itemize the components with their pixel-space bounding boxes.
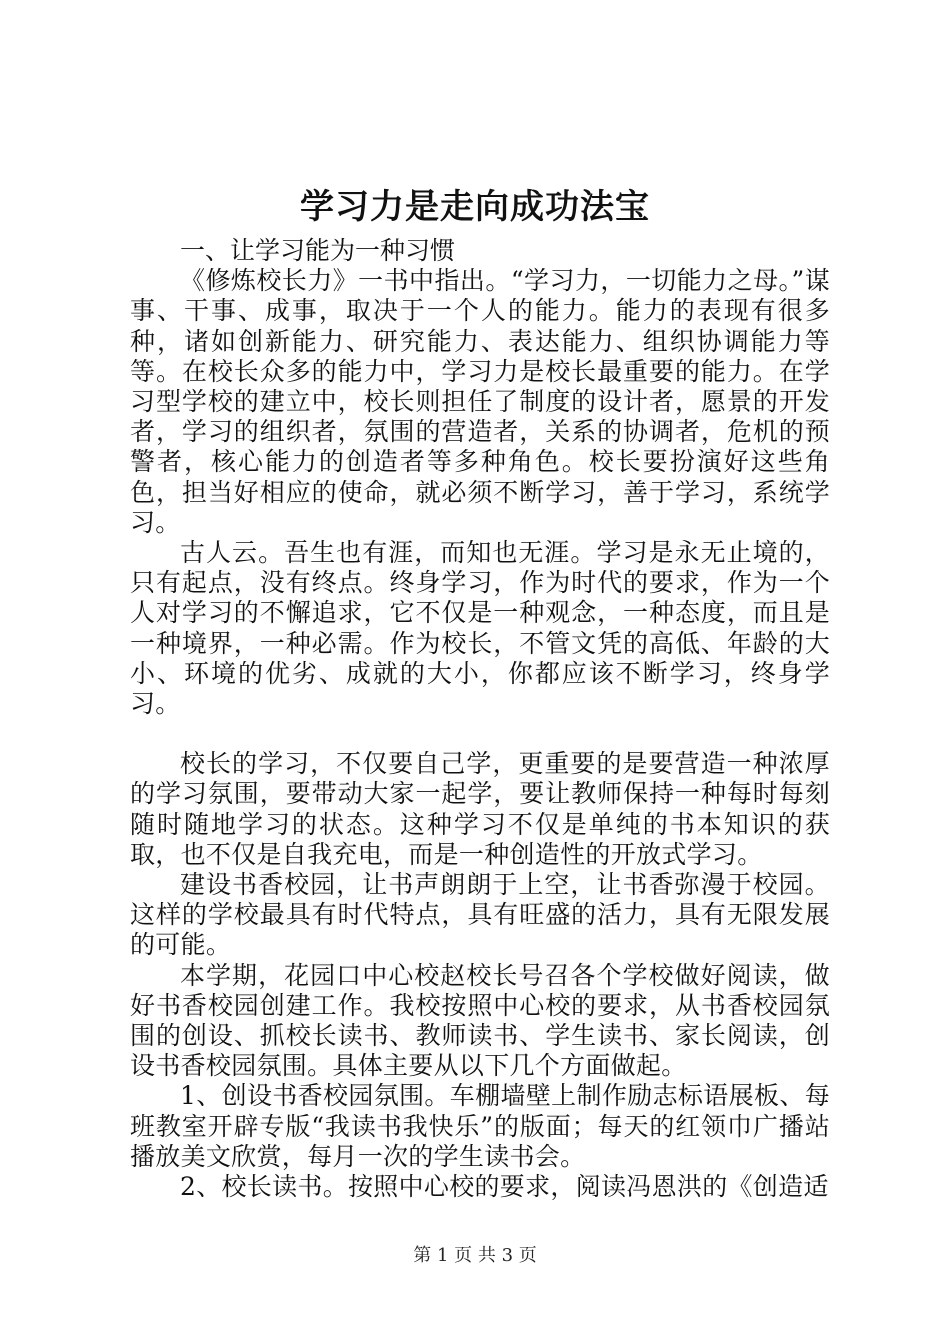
paragraph: 1、创设书香校园氛围。车棚墙壁上制作励志标语展板、每班教室开辟专版“我读书我快乐”的版面；每天的红领巾广播站播放美文欣赏，每月一次的学生读书会。: [130, 1081, 830, 1171]
paragraph: 校长的学习，不仅要自己学，更重要的是要营造一种浓厚的学习氛围，要带动大家一起学，要让教师保持一种每时每刻随时随地学习的状态。这种学习不仅是单纯的书本知识的获取，也不仅是自我充电，而是一种创造性的开放式学习。: [130, 749, 830, 869]
document-body: [130, 236, 830, 1202]
document-title: 学习力是走向成功法宝: [300, 187, 650, 227]
page-footer: 第 1 页 共 3 页: [413, 1245, 537, 1266]
paragraph: 古人云。吾生也有涯，而知也无涯。学习是永无止境的，只有起点，没有终点。终身学习，作为时代的要求，作为一个人对学习的不懈追求，它不仅是一种观念，一种态度，而且是一种境界，一种必需。作为校长，不管文凭的高低、年龄的大小、环境的优劣、成就的大小，你都应该不断学习，终身学习。: [130, 538, 830, 719]
paragraph: 2、校长读书。按照中心校的要求，阅读冯恩洪的《创造适: [180, 1172, 829, 1202]
paragraph: 《修炼校长力》一书中指出。“学习力，一切能力之母。”谋事、干事、成事，取决于一个人的能力。能力的表现有很多种，诸如创新能力、研究能力、表达能力、组织协调能力等等。在校长众多的能力中，学习力是校长最重要的能力。在学习型学校的建立中，校长则担任了制度的设计者，愿景的开发者，学习的组织者，氛围的营造者，关系的协调者，危机的预警者，核心能力的创造者等多种角色。校长要扮演好这些角色，担当好相应的使命，就必须不断学习，善于学习，系统学习。: [130, 266, 830, 537]
paragraph: 本学期，花园口中心校赵校长号召各个学校做好阅读，做好书香校园创建工作。我校按照中心校的要求，从书香校园氛围的创设、抓校长读书、教师读书、学生读书、家长阅读，创设书香校园氛围。具体主要从以下几个方面做起。: [130, 960, 830, 1081]
paragraph-gap: [130, 719, 830, 749]
section-heading: 一、让学习能为一种习惯: [180, 236, 456, 265]
paragraph: 建设书香校园，让书声朗朗于上空，让书香弥漫于校园。这样的学校最具有时代特点，具有旺盛的活力，具有无限发展的可能。: [130, 870, 830, 960]
